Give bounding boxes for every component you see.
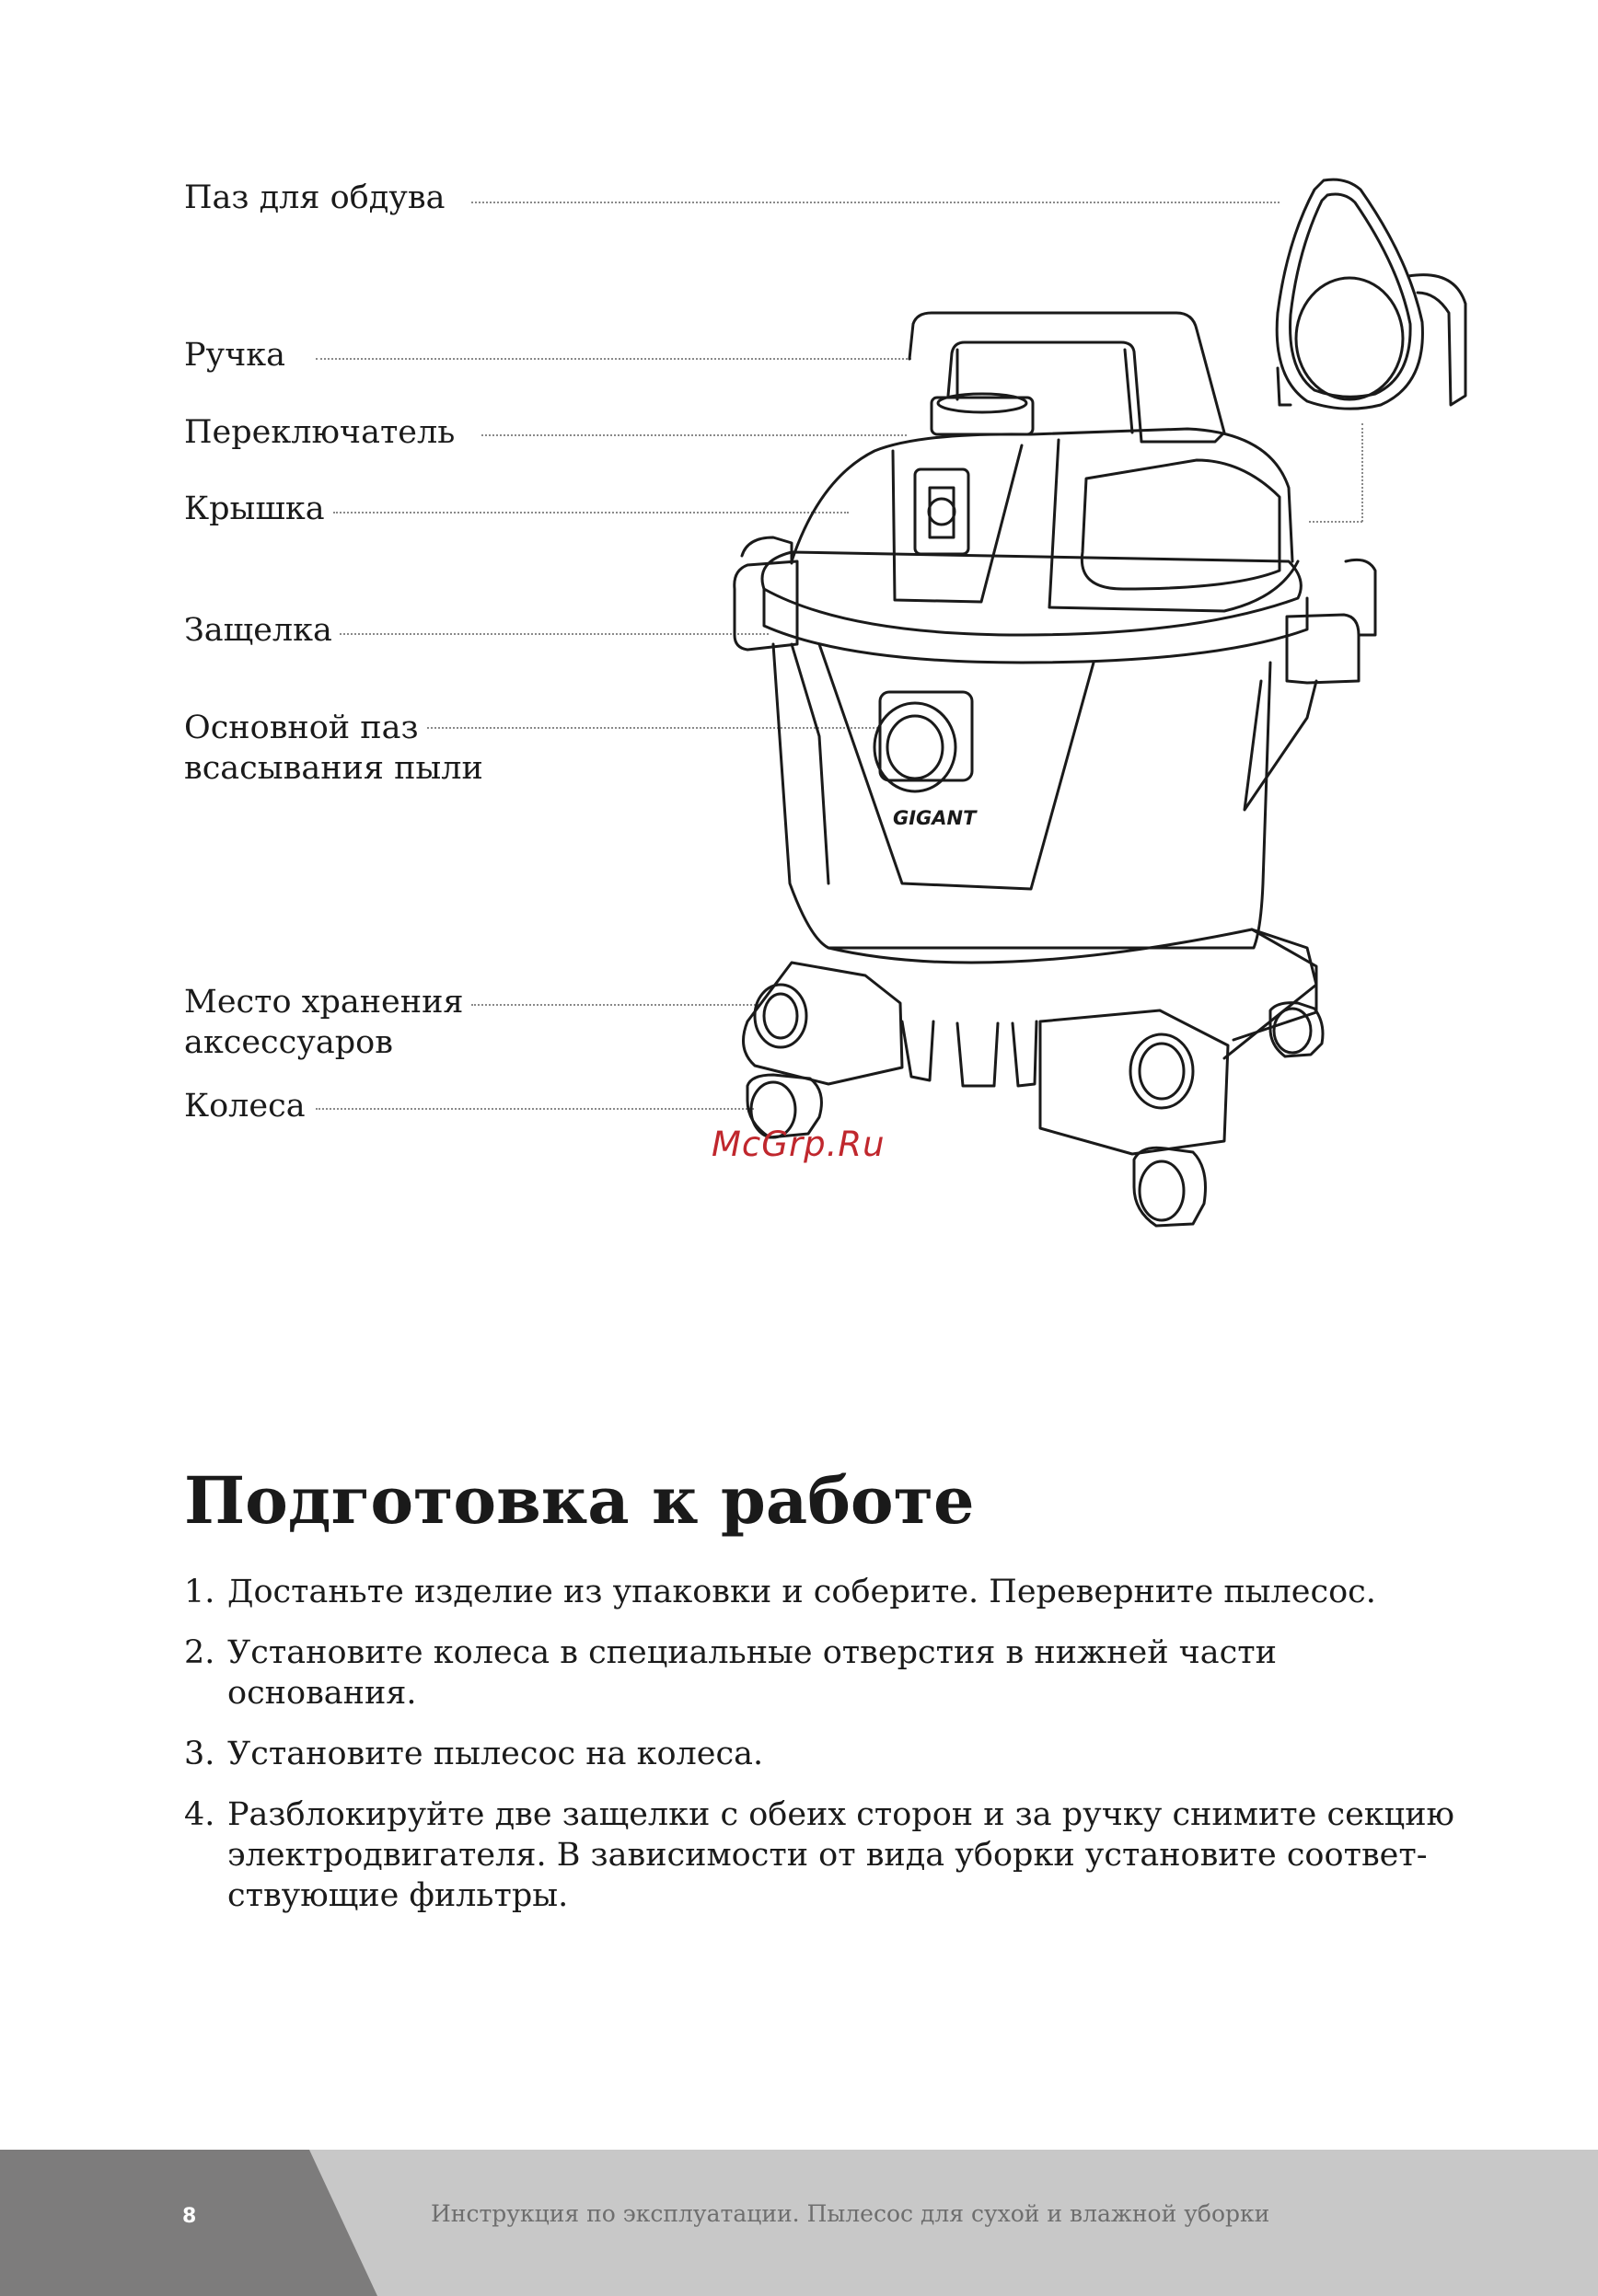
step-text: Установите колеса в специальные отверстия в нижней части основания. — [227, 1634, 1277, 1712]
label-storage-1: Место хранения — [184, 984, 464, 1021]
brand-logo-text: GIGANT — [893, 807, 977, 829]
step-number: 1. — [184, 1574, 215, 1610]
step-text: Разблокируйте две защелки с обеих сторон и за ручку снимите секцию электродвигателя. В зависимости от вида уборки установите соответствующие фильтры. — [227, 1796, 1454, 1914]
list-item — [184, 1572, 1473, 1612]
label-wheels: Колеса — [184, 1088, 306, 1125]
label-main-port-2: всасывания пыли — [184, 750, 483, 787]
step-number: 2. — [184, 1634, 215, 1671]
label-latch: Защелка — [184, 612, 332, 649]
blow-adapter-icon — [1277, 179, 1465, 409]
label-storage-2: аксессуаров — [184, 1024, 393, 1061]
page-footer — [0, 2150, 1598, 2296]
page-number: 8 — [182, 2205, 197, 2228]
label-switch: Переключатель — [184, 414, 456, 451]
step-text: Достаньте изделие из упаковки и соберите. Переверните пылесос. — [227, 1574, 1376, 1610]
step-text: Установите пылесос на колеса. — [227, 1736, 764, 1772]
label-lid: Крышка — [184, 490, 325, 527]
list-item — [184, 1794, 1498, 1916]
watermark: McGrp.Ru — [712, 1125, 886, 1164]
label-handle: Ручка — [184, 337, 286, 374]
list-item — [184, 1633, 1332, 1713]
section-title: Подготовка к работе — [184, 1462, 975, 1539]
step-number: 3. — [184, 1736, 215, 1772]
step-number: 4. — [184, 1796, 215, 1833]
label-main-port-1: Основной паз — [184, 710, 419, 746]
label-blow-port: Паз для обдува — [184, 179, 446, 216]
footer-text: Инструкция по эксплуатации. Пылесос для сухой и влажной уборки — [431, 2200, 1270, 2227]
list-item — [184, 1734, 1473, 1774]
steps-list — [184, 1572, 1473, 1936]
